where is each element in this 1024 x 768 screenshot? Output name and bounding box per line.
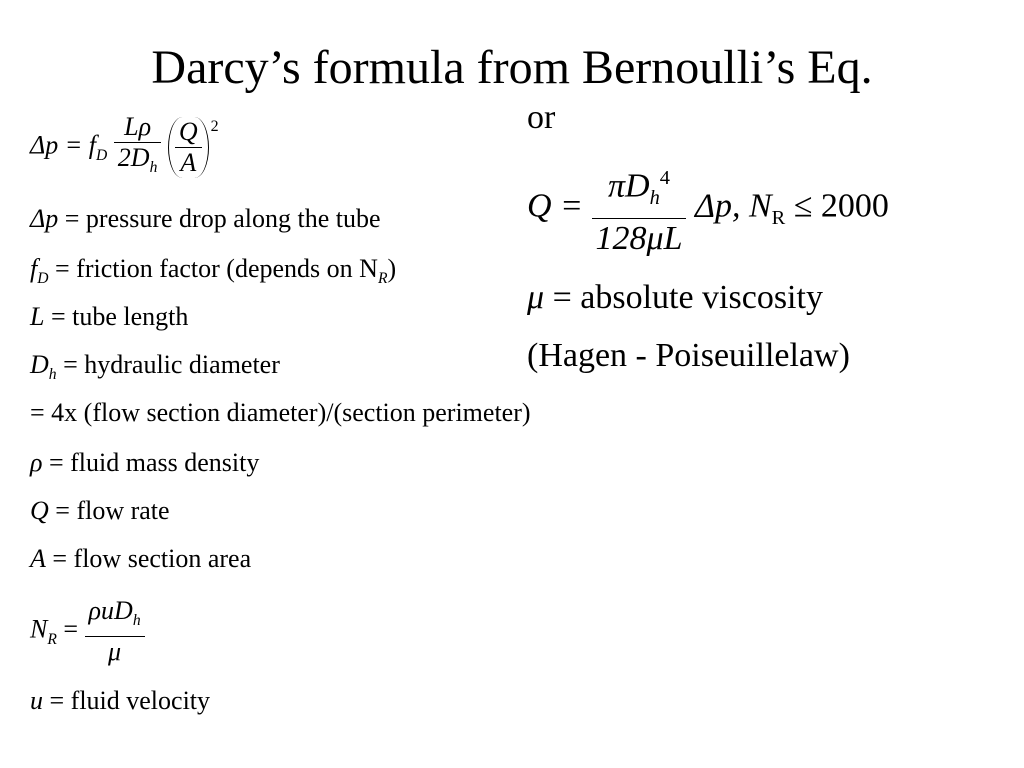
def-a-text: = flow section area: [45, 544, 252, 573]
def-friction-text: = friction factor (depends on N: [48, 254, 378, 283]
poiseuille-den: 128μL: [595, 220, 683, 258]
darcy-frac2-den: A: [180, 148, 197, 178]
def-delta-p-symbol: Δp: [30, 204, 59, 233]
darcy-fraction-1: [114, 112, 162, 183]
darcy-lhs-sub: D: [96, 146, 108, 164]
darcy-exponent: 2: [210, 118, 219, 135]
def-length-symbol: L: [30, 302, 45, 331]
poiseuille-lhs: Q =: [527, 187, 583, 225]
def-mu-text: = absolute viscosity: [544, 279, 823, 316]
darcy-frac1-num: Lρ: [124, 112, 152, 141]
def-area: [30, 544, 251, 574]
poiseuille-equation: [527, 158, 889, 259]
darcy-fraction-2: [175, 117, 202, 178]
hagen-poiseuille-law: (Hagen - Poiseuillelaw): [527, 337, 850, 374]
def-length: [30, 302, 188, 332]
poiseuille-num: πD: [607, 167, 650, 205]
def-rho-symbol: ρ: [30, 448, 43, 477]
nr-sub: R: [47, 630, 57, 648]
def-dh-symbol: D: [30, 350, 49, 379]
def-q-text: = flow rate: [48, 496, 170, 525]
def-friction-sub: D: [37, 270, 49, 288]
darcy-equation: [30, 112, 219, 183]
nr-symbol: N: [30, 614, 48, 644]
def-u-symbol: u: [30, 686, 43, 715]
def-delta-p: [30, 204, 381, 234]
def-mu-symbol: μ: [527, 279, 545, 316]
nr-equals: =: [56, 614, 79, 644]
def-flow-rate: [30, 496, 170, 526]
nr-num: ρuD: [88, 596, 133, 625]
def-dh-sub: h: [48, 366, 57, 384]
poiseuille-num-sub: h: [649, 187, 660, 210]
def-friction-symbol: f: [30, 254, 38, 283]
def-dh-formula: [30, 398, 531, 428]
slide-title: Darcy’s formula from Bernoulli’s Eq.: [151, 41, 873, 94]
def-length-text: = tube length: [44, 302, 189, 331]
reynolds-equation: [30, 596, 145, 667]
or-label: or: [527, 99, 556, 136]
darcy-parenthesis: [168, 117, 209, 178]
def-q-symbol: Q: [30, 496, 49, 525]
darcy-lhs: Δp = f: [30, 130, 97, 160]
poiseuille-fraction: [592, 158, 687, 259]
poiseuille-condition: ≤ 2000: [785, 187, 889, 225]
def-a-symbol: A: [30, 544, 46, 573]
darcy-frac1-den-sub: h: [149, 159, 158, 177]
poiseuille-tail-sub: R: [771, 207, 786, 230]
def-friction-tail: ): [387, 254, 397, 283]
def-density: [30, 448, 259, 478]
def-velocity: [30, 686, 210, 716]
def-viscosity: [527, 278, 823, 318]
def-u-text: = fluid velocity: [43, 686, 211, 715]
def-dh-formula-text: = 4x (flow section diameter)/(section perimeter): [30, 398, 531, 427]
nr-fraction: [85, 596, 145, 667]
def-delta-p-text: = pressure drop along the tube: [58, 204, 381, 233]
poiseuille-num-sup: 4: [659, 167, 670, 189]
def-hydraulic-diameter: [30, 350, 280, 390]
poiseuille-tail: Δp, N: [694, 187, 772, 225]
def-dh-text: = hydraulic diameter: [56, 350, 280, 379]
darcy-frac1-den: 2D: [117, 143, 150, 172]
def-friction-tail-sub: R: [377, 270, 388, 288]
nr-den: μ: [108, 637, 122, 667]
nr-num-sub: h: [132, 612, 141, 630]
def-friction-factor: [30, 254, 396, 294]
def-rho-text: = fluid mass density: [42, 448, 260, 477]
darcy-frac2-num: Q: [178, 117, 198, 147]
